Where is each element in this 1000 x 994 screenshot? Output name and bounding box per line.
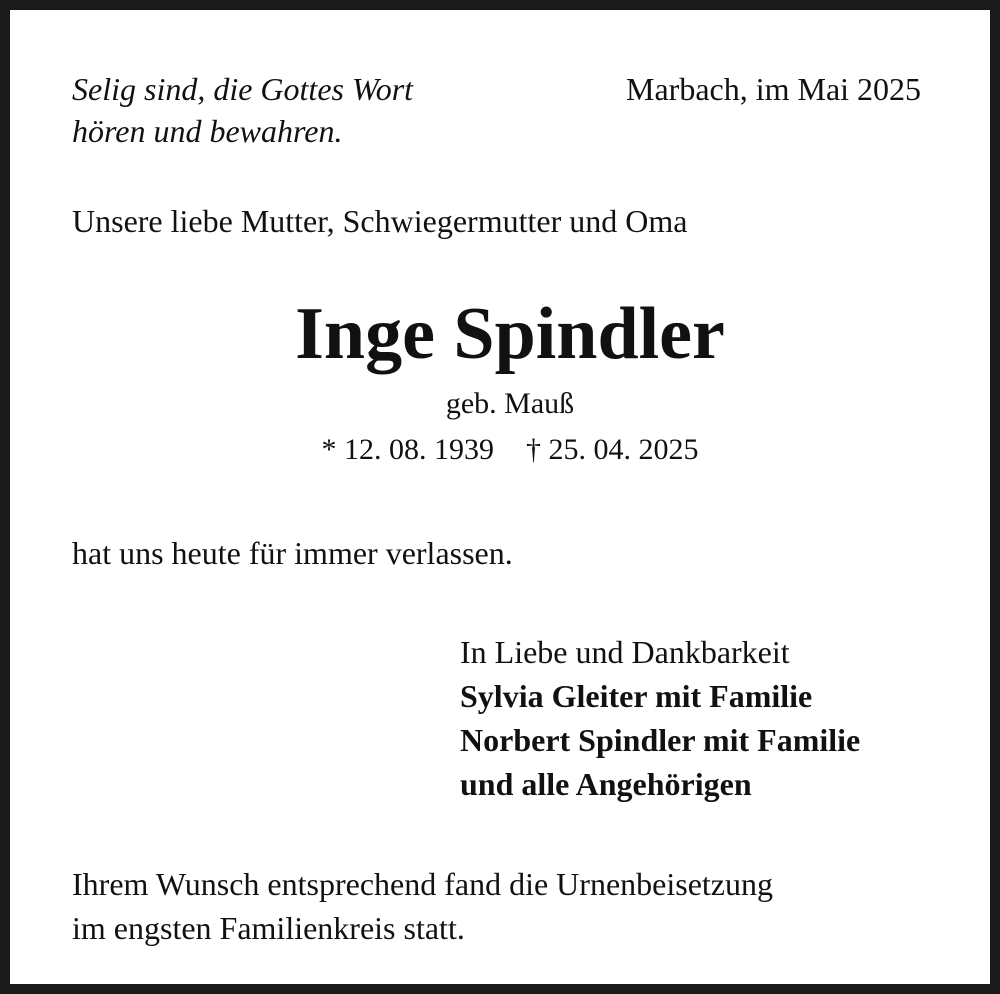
funeral-note-line-1: Ihrem Wunsch entsprechend fand die Urnenbeisetzung xyxy=(72,866,773,902)
intro-text: Unsere liebe Mutter, Schwiegermutter und Oma xyxy=(72,203,688,239)
mourner-name: und alle Angehörigen xyxy=(460,766,752,802)
place-and-date: Marbach, im Mai 2025 xyxy=(626,71,922,107)
birth-date: * 12. 08. 1939 xyxy=(321,433,494,466)
funeral-note-line-2: im engsten Familienkreis statt. xyxy=(72,910,465,946)
mourner-name: Norbert Spindler mit Familie xyxy=(460,722,861,758)
funeral-note xyxy=(72,862,773,950)
passing-message: hat uns heute für immer verlassen. xyxy=(72,535,513,571)
signoff-intro: In Liebe und Dankbarkeit xyxy=(460,634,790,670)
birth-name: geb. Mauß xyxy=(445,387,575,420)
bible-verse-line-2: hören und bewahren. xyxy=(72,113,343,149)
death-date: † 25. 04. 2025 xyxy=(526,433,699,466)
deceased-name: Inge Spindler xyxy=(295,293,725,375)
life-dates xyxy=(10,430,1000,470)
bible-verse xyxy=(72,68,413,152)
mourners-signoff xyxy=(460,630,860,806)
mourner-name: Sylvia Gleiter mit Familie xyxy=(460,678,813,714)
bible-verse-line-1: Selig sind, die Gottes Wort xyxy=(72,71,414,107)
